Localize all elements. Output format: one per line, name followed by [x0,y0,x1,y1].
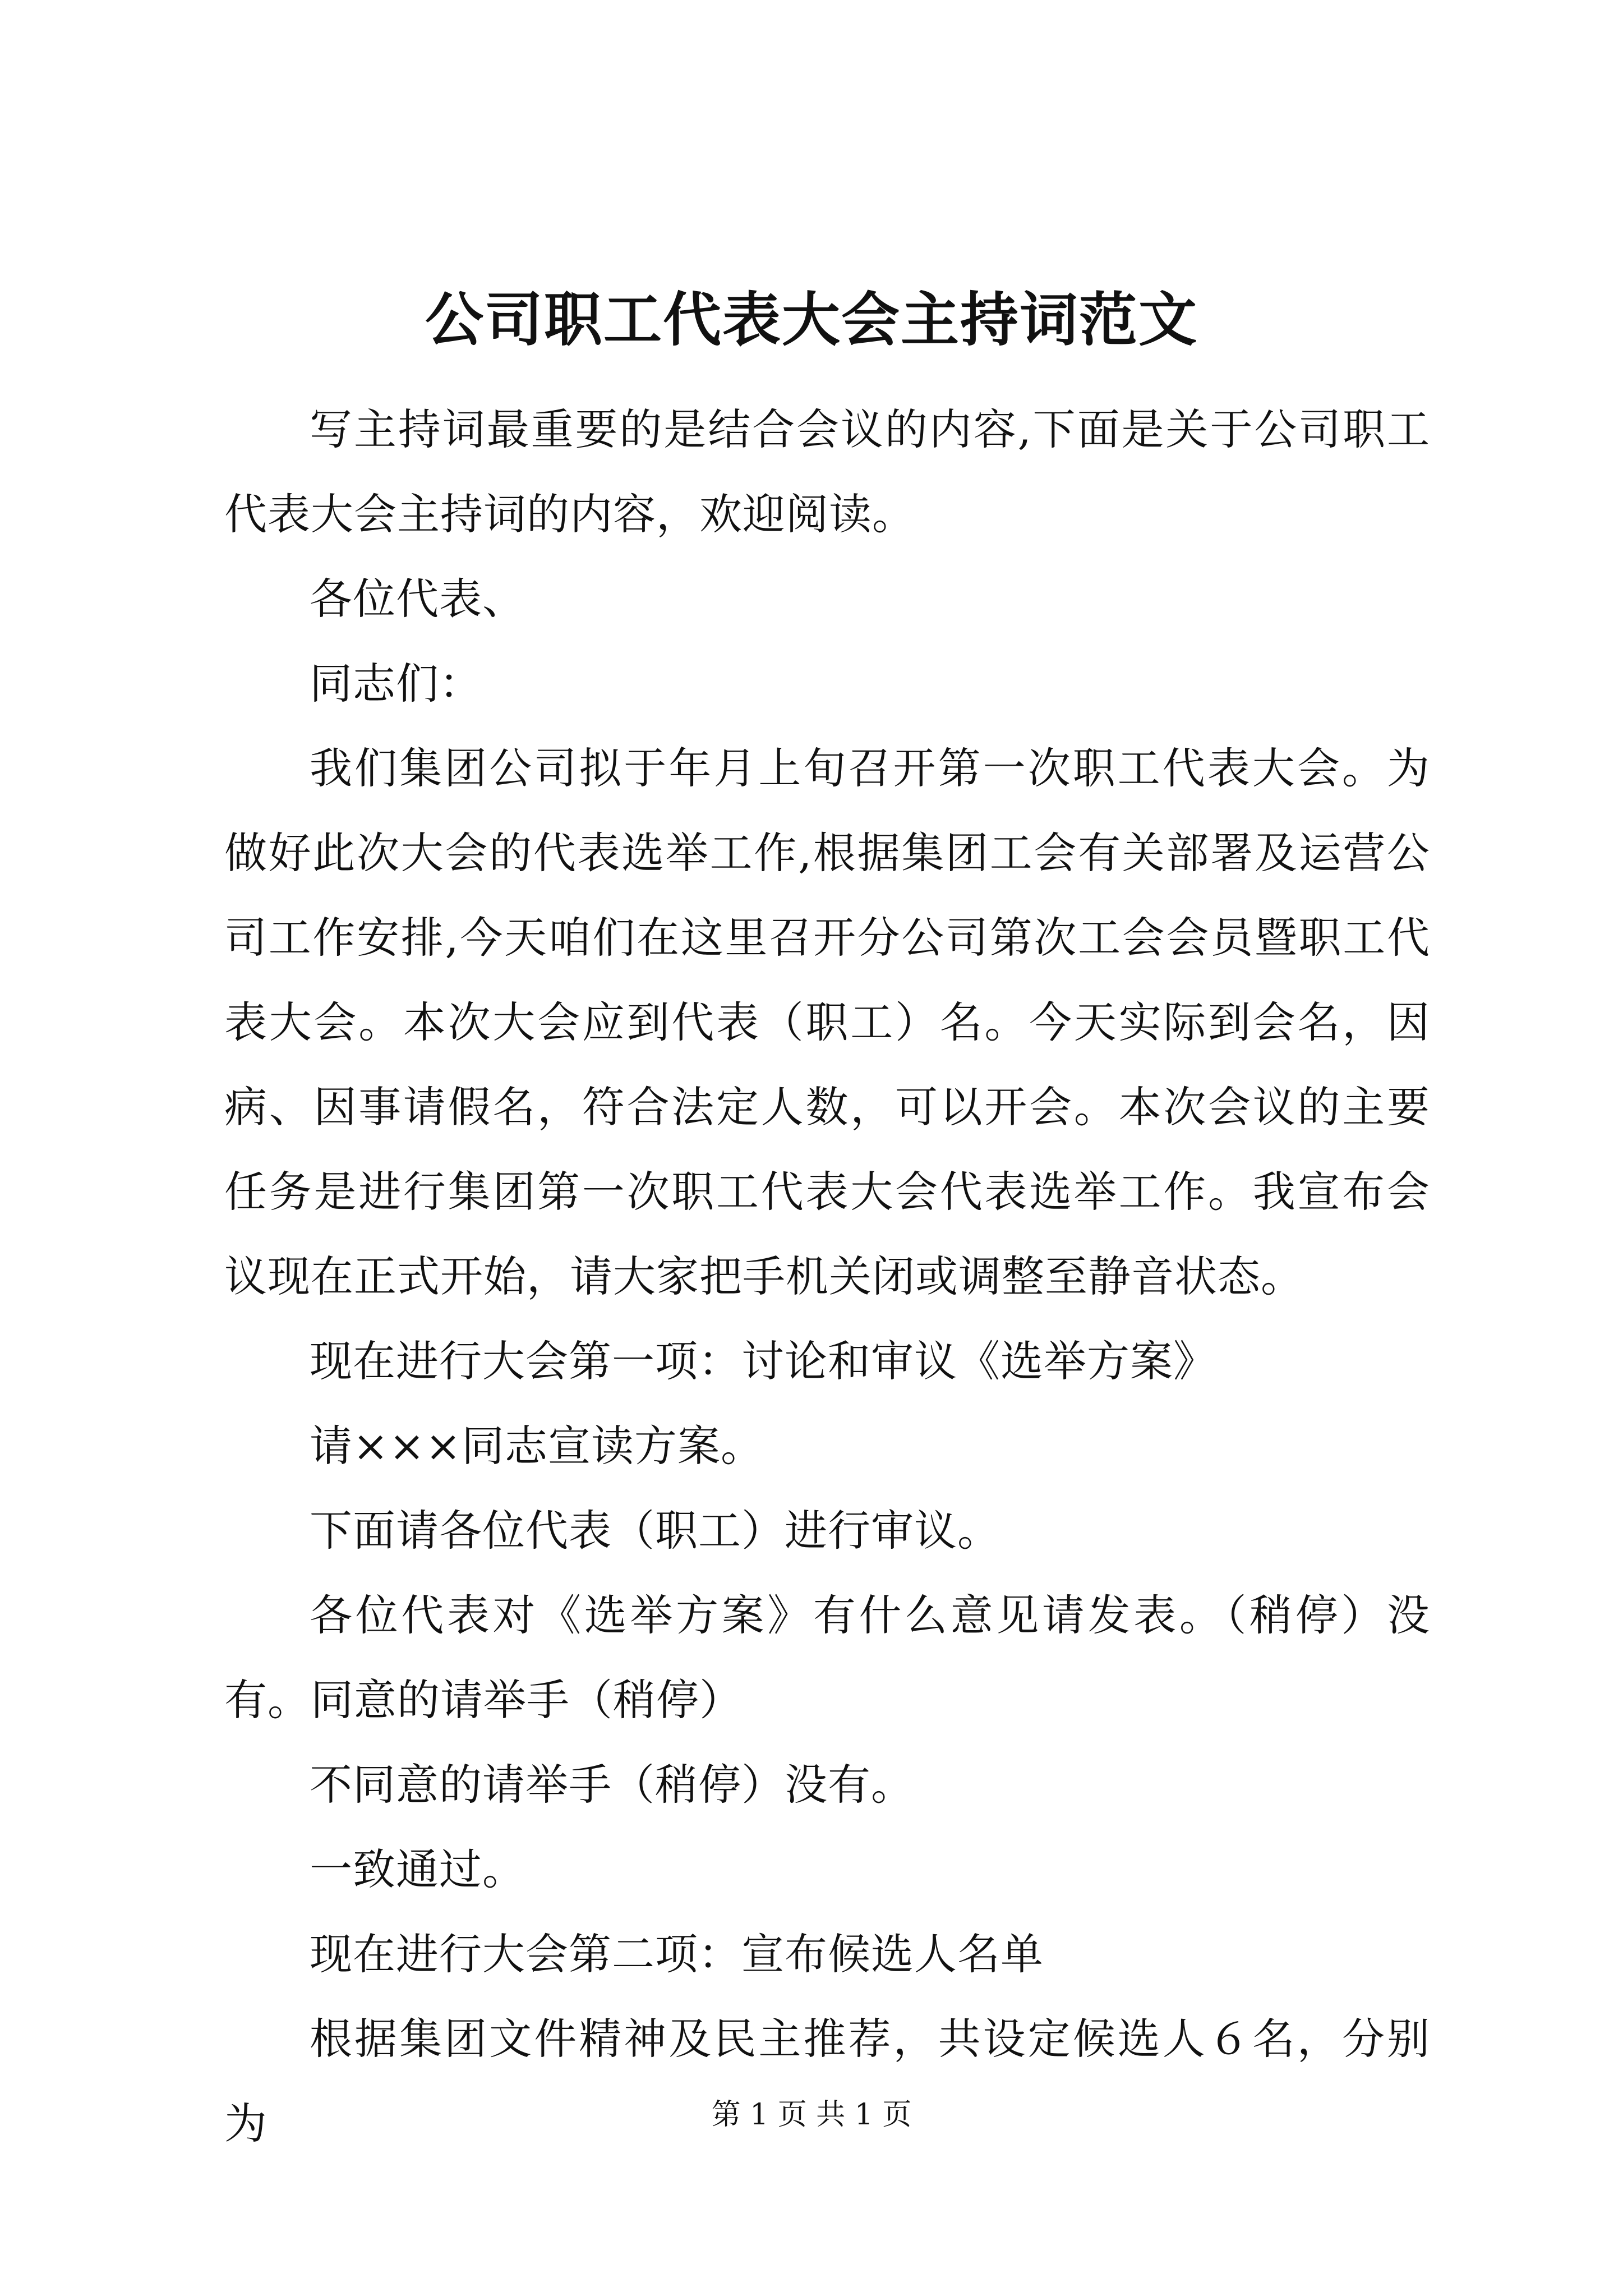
paragraph: 根据集团文件精神及民主推荐，共设定候选人６名，分别为 [224,2014,1430,2148]
paragraph: 各位代表、 [310,574,525,624]
paragraph: 我们集团公司拟于年月上旬召开第一次职工代表大会。为做好此次大会的代表选举工作,根据集团工会有关部署及运营公司工作安排,今天咱们在这里召开分公司第次工会会员暨职工代表大会。本次大会应到代表（职工）名。今天实际到会名，因病、因事请假名，符合法定人数，可以开会。本次会议的主要任务是进行集团第一次职工代表大会代表选举工作。我宣布会议现在正式开始，请大家把手机关闭或调整至静音状态。 [224,743,1430,1301]
paragraph: 请×××同志宣读方案。 [310,1421,764,1471]
paragraph: 不同意的请举手（稍停）没有。 [310,1760,914,1810]
paragraph: 一致通过。 [310,1844,525,1894]
paragraph: 下面请各位代表（职工）进行审议。 [310,1506,1000,1556]
paragraph: 现在进行大会第一项：讨论和审议《选举方案》 [310,1336,1216,1386]
paragraph: 写主持词最重要的是结合会议的内容,下面是关于公司职工代表大会主持词的内容，欢迎阅读。 [224,404,1430,539]
page-footer: 第 1 页 共 1 页 [711,2098,912,2132]
document-body [224,387,1430,2166]
paragraph: 现在进行大会第二项：宣布候选人名单 [310,1929,1044,1979]
paragraph: 各位代表对《选举方案》有什么意见请发表。（稍停）没有。同意的请举手（稍停） [224,1590,1430,1725]
document-title: 公司职工代表大会主持词范文 [425,285,1198,354]
paragraph: 同志们： [310,659,482,708]
